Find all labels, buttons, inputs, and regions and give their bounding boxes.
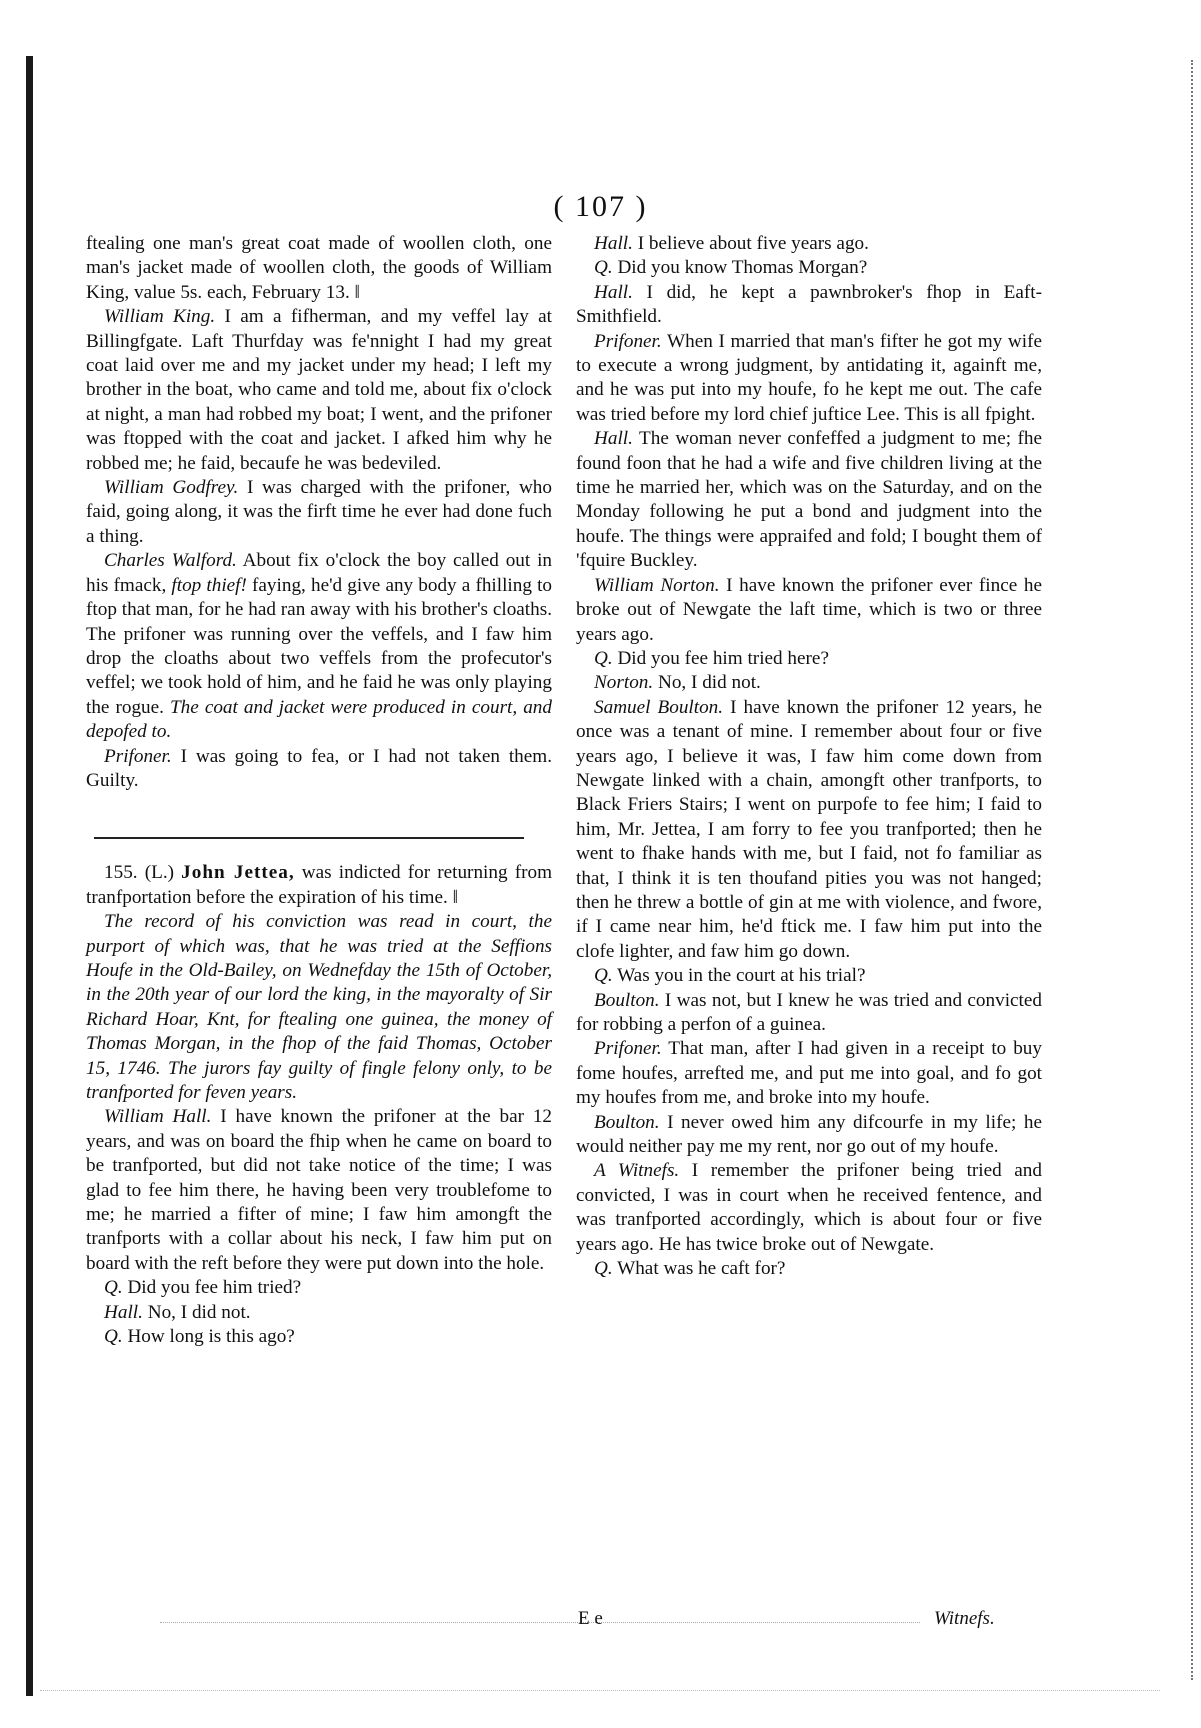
- paragraph-text: ftealing one man's great coat made of woollen cloth, one man's jacket made of woollen cloth, the goods of William King, value 5s. each, February 13. ‖: [86, 233, 552, 303]
- record-text: The record of his conviction was read in court, the purport of which was, that he was tried at the Seffions Houfe in the Old-Bailey, on Wednefday the 15th of October, in the 20th year of our lord the king, in the mayoralty of Sir Richard Hoar, Knt, for ftealing one guinea, the money of Thomas Morgan, in the fhop of the faid Thomas, October 15, 1746. The jurors fay guilty of fingle felony only, to be tranfported for feven years.: [86, 911, 552, 1103]
- testimony-text: I never owed him any difcourfe in my life; he would neither pay me my rent, nor go out of my houfe.: [576, 1111, 1042, 1158]
- speaker-name: Prifoner.: [104, 745, 172, 767]
- speaker-name: Charles Walford.: [104, 550, 237, 572]
- signature-mark: E e: [578, 1608, 603, 1629]
- testimony-text: No, I did not.: [653, 672, 761, 694]
- record-of-conviction: [86, 910, 552, 1105]
- speaker-name: Hall.: [594, 281, 633, 303]
- testimony-text: I have known the prifoner ever fince he broke out of Newgate the laft time, which is two or three years ago.: [576, 574, 1042, 645]
- testimony-text: I did, he kept a pawnbroker's fhop in Eaft-Smithfield.: [576, 281, 1042, 328]
- testimony-paragraph: [576, 330, 1042, 428]
- speaker-name: Q.: [594, 257, 613, 279]
- speaker-name: Boulton.: [594, 1111, 660, 1133]
- testimony-text: No, I did not.: [142, 1301, 251, 1323]
- testimony-paragraph: [576, 281, 1042, 330]
- testimony-text: faying, he'd give any body a fhilling to ftop that man, for he had ran away with his brother's cloaths. The prifoner was running over the veffels, and I faw him drop the cloaths about two veffels from the profecutor's veffel; we took hold of him, and he faid he was only playing the rogue.: [86, 574, 552, 718]
- speaker-name: Samuel Boulton.: [594, 696, 724, 718]
- speaker-name: William King.: [104, 306, 216, 328]
- testimony-paragraph: [576, 232, 1042, 256]
- testimony-text: I have known the prifoner 12 years, he once was a tenant of mine. I remember about four or five years ago, I believe it was, I faw him come down from Newgate linked with a chain, amongft other tranfports, to Black Friers Stairs; I went on purpofe to fee him; I faid to him, Mr. Jettea, I am forry to fee you tranfported; then he went to fhake hands with me, but I faid, not fo familiar as that, I think it is ten thoufand pities you was not hanged; then he threw a bottle of gin at me with violence, and fwore, if I came near him, he'd ftick me. I faw him put into the clofe lighter, and faw him go down.: [576, 696, 1042, 962]
- testimony-paragraph: [576, 256, 1042, 280]
- speaker-name: Boulton.: [594, 989, 660, 1011]
- testimony-paragraph: [576, 427, 1042, 573]
- testimony-exclamation: ftop thief!: [171, 574, 247, 596]
- speaker-name: A Witnefs.: [594, 1160, 680, 1182]
- footer-dotted-line: [160, 1622, 920, 1623]
- speaker-name: William Godfrey.: [104, 477, 239, 499]
- speaker-name: Hall.: [104, 1301, 143, 1323]
- testimony-paragraph: [576, 671, 1042, 695]
- page-footer: [0, 1608, 1201, 1638]
- section-rule: [94, 837, 524, 839]
- testimony-paragraph: [576, 1111, 1042, 1160]
- speaker-name: Q.: [594, 965, 613, 987]
- testimony-text: What was he caft for?: [612, 1258, 786, 1280]
- speaker-name: Q.: [104, 1277, 123, 1299]
- left-column: [86, 232, 552, 1349]
- speaker-name: William Norton.: [594, 574, 720, 596]
- testimony-paragraph: [576, 964, 1042, 988]
- testimony-text: Did you know Thomas Morgan?: [612, 257, 868, 279]
- case-number: 155. (L.): [104, 862, 182, 884]
- court-note: The coat and jacket were produced in court, and depofed to.: [86, 696, 552, 743]
- speaker-name: Prifoner.: [594, 330, 662, 352]
- testimony-paragraph: [86, 1301, 552, 1325]
- speaker-name: Q.: [104, 1326, 123, 1348]
- speaker-name: Norton.: [594, 672, 654, 694]
- testimony-paragraph: [86, 305, 552, 476]
- testimony-text: I remember the prifoner being tried and convicted, I was in court when he received fentence, and was tranfported accordingly, which is about four or five years ago. He has twice broke out of Newgate.: [576, 1160, 1042, 1255]
- testimony-text: That man, after I had given in a receipt to buy fome houfes, arrefted me, and put me into goal, and fo got my houfes from me, and broke into my houfe.: [576, 1038, 1042, 1109]
- page-number: ( 107 ): [553, 190, 648, 223]
- testimony-paragraph: [86, 1325, 552, 1349]
- testimony-text: I was charged with the prifoner, who faid, going along, it was the firft time he ever had done fuch a thing.: [86, 477, 552, 547]
- testimony-text: I believe about five years ago.: [632, 233, 869, 254]
- speaker-name: Q.: [594, 1258, 613, 1280]
- testimony-paragraph: [576, 1159, 1042, 1257]
- testimony-text: I am a fifherman, and my veffel lay at Billingfgate. Laft Thurfday was fe'nnight I had my great coat laid over me and my jacket under my head; I left my brother in the boat, who came and told me, about fix o'clock at night, a man had robbed my boat; I went, and the prifoner was ftopped with the coat and jacket. I afked him why he robbed me; he faid, becaufe he was bedeviled.: [86, 306, 552, 474]
- binding-edge: [26, 56, 33, 1696]
- testimony-text: Was you in the court at his trial?: [612, 965, 866, 987]
- testimony-text: The woman never confeffed a judgment to me; fhe found foon that he had a wife and five children living at the time he married her, which was on the Saturday, and on the Monday following he put a bond and judgment into the houfe. The things were appraifed and fold; I bought them of 'fquire Buckley.: [576, 428, 1042, 572]
- testimony-paragraph: [576, 1037, 1042, 1110]
- testimony-paragraph: [86, 549, 552, 744]
- testimony-text: Did you fee him tried here?: [612, 647, 829, 669]
- testimony-paragraph: [576, 647, 1042, 671]
- testimony-text: I was not, but I knew he was tried and convicted for robbing a perfon of a guinea.: [576, 989, 1042, 1035]
- indictment-text: was indicted for returning from tranfportation before the expiration of his time. ‖: [86, 862, 553, 908]
- page-right-edge: [1189, 60, 1193, 1680]
- speaker-name: William Hall.: [104, 1106, 212, 1128]
- case-heading: [86, 861, 552, 910]
- section-gap: [86, 793, 552, 837]
- testimony-text: Did you fee him tried?: [122, 1277, 302, 1299]
- testimony-text: I have known the prifoner at the bar 12 years, and was on board the fhip when he came on board to be tranfported, but did not take notice of the time; I was glad to fee him there, he having been very troublefome to me; he married a fifter of mine; I faw him amongft the tranfports with a collar about his neck, I faw him put on board with the reft before they were put down into the hole.: [86, 1106, 553, 1274]
- defendant-name: John Jettea,: [181, 862, 295, 884]
- right-column: [576, 232, 1042, 1281]
- testimony-paragraph: [86, 1105, 552, 1276]
- paragraph: [86, 232, 552, 305]
- speaker-name: Hall.: [594, 428, 633, 450]
- testimony-paragraph: [576, 696, 1042, 964]
- catchword: Witnefs.: [934, 1608, 995, 1629]
- testimony-paragraph: [576, 1257, 1042, 1281]
- bottom-edge: [40, 1690, 1160, 1691]
- speaker-name: Prifoner.: [594, 1038, 662, 1060]
- speaker-name: Hall.: [594, 233, 633, 254]
- testimony-text: I was going to fea, or I had not taken them. Guilty.: [86, 745, 552, 791]
- testimony-paragraph: [576, 574, 1042, 647]
- speaker-name: Q.: [594, 647, 613, 669]
- testimony-paragraph: [86, 476, 552, 549]
- testimony-paragraph: [576, 989, 1042, 1038]
- testimony-paragraph: [86, 1276, 552, 1300]
- testimony-paragraph: [86, 745, 552, 794]
- testimony-text: How long is this ago?: [122, 1326, 295, 1348]
- testimony-text: About fix o'clock the boy called out in his fmack,: [86, 550, 553, 596]
- testimony-text: When I married that man's fifter he got my wife to execute a wrong judgment, by antidating it, againft me, and he was put into my houfe, fo he kept me out. The cafe was tried before my lord chief juftice Lee. This is all fpight.: [576, 330, 1042, 425]
